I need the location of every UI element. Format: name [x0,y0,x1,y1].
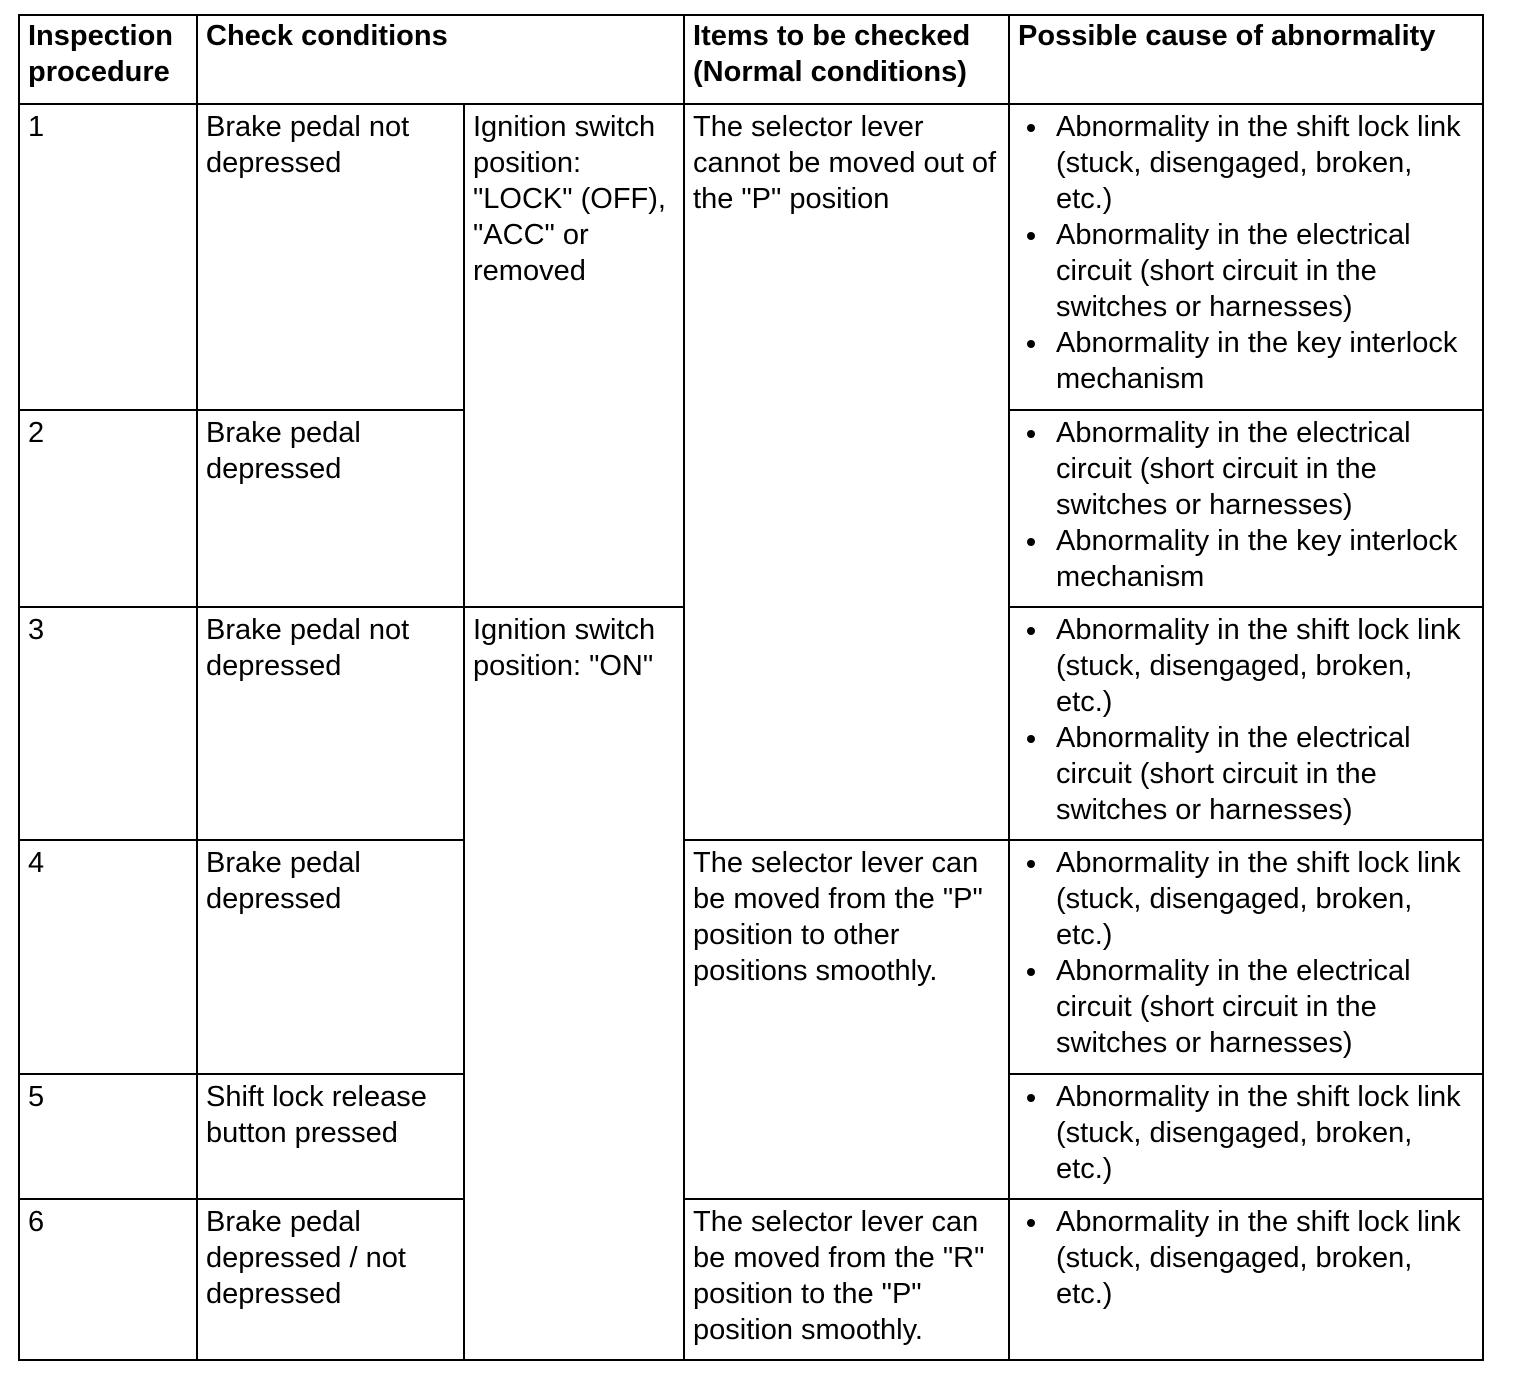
header-possible-cause: Possible cause of abnormality [1009,15,1483,104]
ignition-condition-off: Ignition switch position: "LOCK" (OFF), "ACC" or removed [464,104,684,607]
table-row [19,104,1483,410]
item-to-check: The selector lever cannot be moved out of the "P" position [684,104,1009,840]
cause-item: Abnormality in the shift lock link (stuck, disengaged, broken, etc.) [1056,612,1474,720]
cause-item: Abnormality in the shift lock link (stuck, disengaged, broken, etc.) [1056,1079,1474,1187]
brake-condition: Brake pedal not depressed [197,104,464,410]
possible-causes [1009,607,1483,840]
cause-list [1018,612,1474,828]
ignition-condition-on: Ignition switch position: "ON" [464,607,684,1360]
cause-list [1018,845,1474,1061]
brake-condition: Shift lock release button pressed [197,1074,464,1199]
brake-condition: Brake pedal depressed [197,410,464,607]
cause-list [1018,1204,1474,1312]
header-row [19,15,1483,104]
procedure-number: 4 [19,840,197,1074]
table-row [19,840,1483,1074]
cause-list [1018,415,1474,595]
cause-list [1018,1079,1474,1187]
header-items-to-be-checked: Items to be checked (Normal conditions) [684,15,1009,104]
cause-item: Abnormality in the electrical circuit (short circuit in the switches or harnesses) [1056,953,1474,1061]
cause-item: Abnormality in the key interlock mechanism [1056,523,1474,595]
header-inspection-procedure: Inspection procedure [19,15,197,104]
cause-item: Abnormality in the shift lock link (stuck, disengaged, broken, etc.) [1056,845,1474,953]
item-to-check: The selector lever can be moved from the "P" position to other positions smoothly. [684,840,1009,1199]
possible-causes [1009,840,1483,1074]
procedure-number: 2 [19,410,197,607]
procedure-number: 3 [19,607,197,840]
item-to-check: The selector lever can be moved from the "R" position to the "P" position smoothly. [684,1199,1009,1360]
procedure-number: 5 [19,1074,197,1199]
cause-item: Abnormality in the electrical circuit (short circuit in the switches or harnesses) [1056,217,1474,325]
cause-item: Abnormality in the shift lock link (stuck, disengaged, broken, etc.) [1056,109,1474,217]
inspection-table [18,14,1484,1361]
procedure-number: 6 [19,1199,197,1360]
possible-causes [1009,410,1483,607]
possible-causes [1009,1199,1483,1360]
cause-item: Abnormality in the shift lock link (stuck, disengaged, broken, etc.) [1056,1204,1474,1312]
table-row [19,1199,1483,1360]
brake-condition: Brake pedal depressed / not depressed [197,1199,464,1360]
cause-list [1018,109,1474,397]
procedure-number: 1 [19,104,197,410]
cause-item: Abnormality in the electrical circuit (short circuit in the switches or harnesses) [1056,415,1474,523]
possible-causes [1009,1074,1483,1199]
header-check-conditions: Check conditions [197,15,684,104]
brake-condition: Brake pedal not depressed [197,607,464,840]
cause-item: Abnormality in the key interlock mechanism [1056,325,1474,397]
possible-causes [1009,104,1483,410]
brake-condition: Brake pedal depressed [197,840,464,1074]
cause-item: Abnormality in the electrical circuit (short circuit in the switches or harnesses) [1056,720,1474,828]
